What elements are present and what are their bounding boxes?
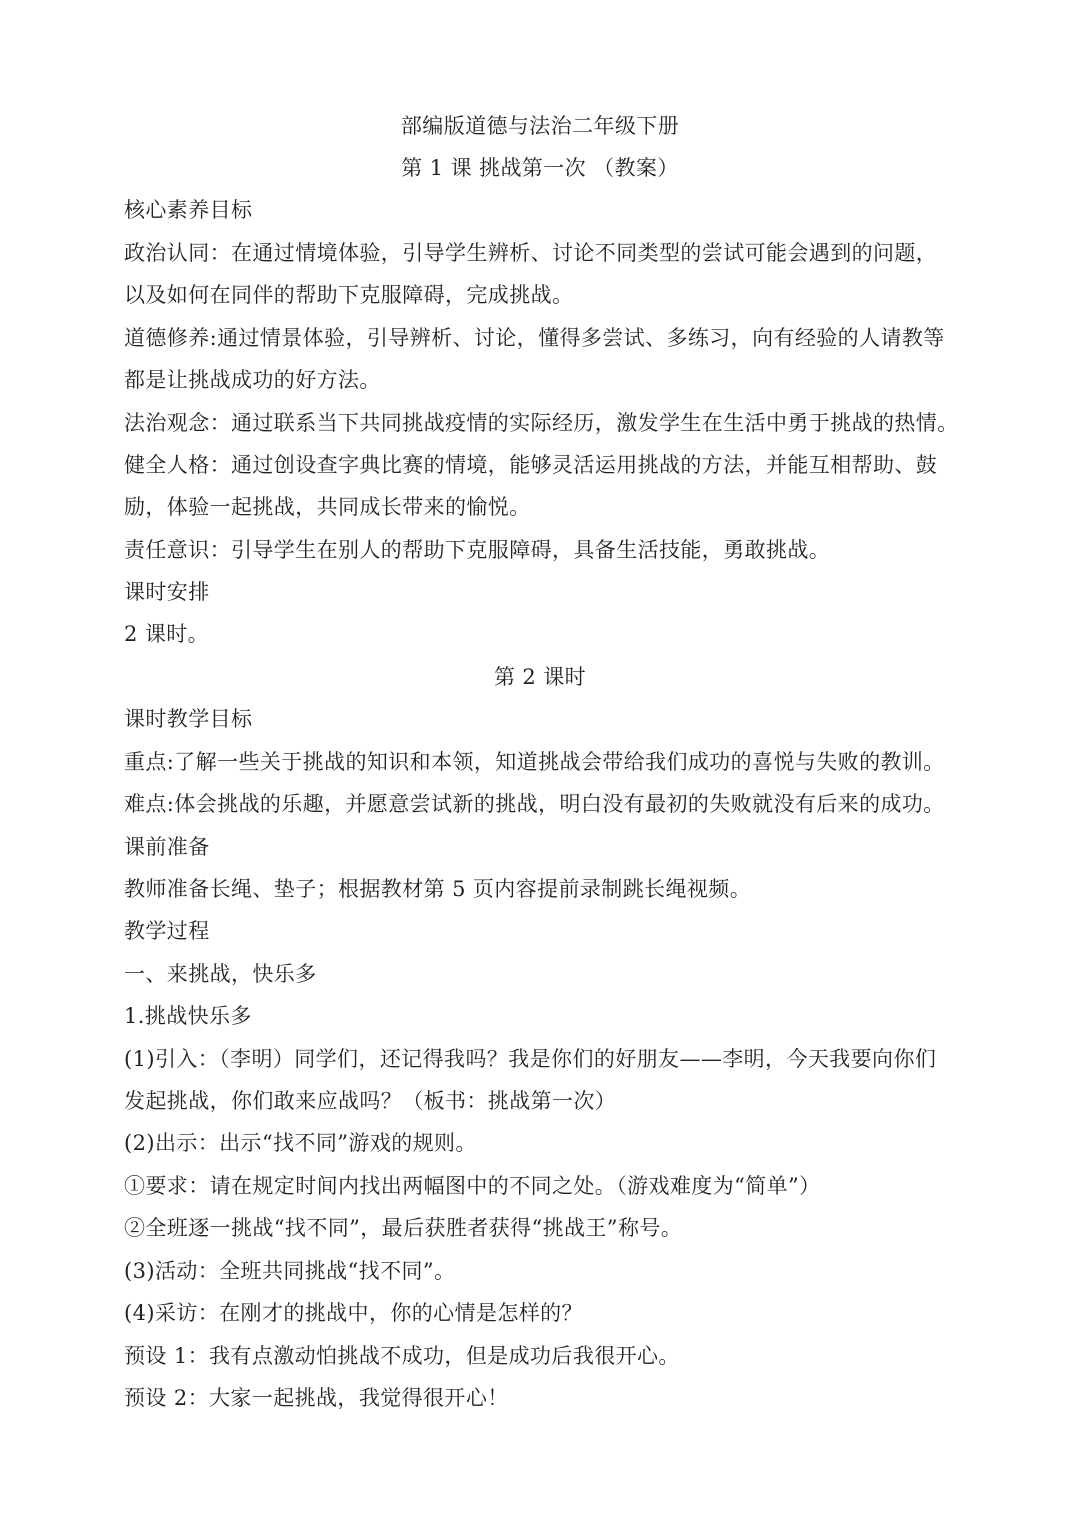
document-title: 部编版道德与法治二年级下册 <box>400 114 680 138</box>
personality-goal-line-1: 健全人格：通过创设查字典比赛的情境，能够灵活运用挑战的方法，并能互相帮助、鼓 <box>124 453 938 477</box>
step-three: (3)活动：全班共同挑战“找不同”。 <box>124 1259 456 1283</box>
lesson-goals-heading: 课时教学目标 <box>124 707 253 731</box>
step-one-line-2: 发起挑战，你们敢来应战吗？（板书：挑战第一次） <box>124 1089 617 1113</box>
preset-two: 预设 2：大家一起挑战，我觉得很开心！ <box>124 1386 509 1410</box>
political-goal-line-2: 以及如何在同伴的帮助下克服障碍，完成挑战。 <box>124 283 574 307</box>
rule-one: ①要求：请在规定时间内找出两幅图中的不同之处。（游戏难度为“简单”） <box>124 1174 821 1198</box>
section-one-heading: 一、来挑战，快乐多 <box>124 962 317 986</box>
step-two: (2)出示：出示“找不同”游戏的规则。 <box>124 1131 477 1155</box>
personality-goal-line-2: 励，体验一起挑战，共同成长带来的愉悦。 <box>124 495 531 519</box>
lesson-heading: 第 2 课时 <box>493 665 587 689</box>
rule-two: ②全班逐一挑战“找不同”，最后获胜者获得“挑战王”称号。 <box>124 1216 683 1240</box>
preparation-heading: 课前准备 <box>124 835 210 859</box>
preset-one: 预设 1：我有点激动怕挑战不成功，但是成功后我很开心。 <box>124 1344 680 1368</box>
document-subtitle: 第 1 课 挑战第一次 （教案） <box>401 156 679 180</box>
preparation-text: 教师准备长绳、垫子；根据教材第 5 页内容提前录制跳长绳视频。 <box>124 877 752 901</box>
process-heading: 教学过程 <box>124 919 210 943</box>
law-goal: 法治观念：通过联系当下共同挑战疫情的实际经历，激发学生在生活中勇于挑战的热情。 <box>124 411 959 435</box>
key-point: 重点:了解一些关于挑战的知识和本领，知道挑战会带给我们成功的喜悦与失败的教训。 <box>124 750 945 774</box>
core-goals-heading: 核心素养目标 <box>124 198 253 222</box>
step-one-line-1: (1)引入：（李明）同学们，还记得我吗？我是你们的好朋友——李明，今天我要向你们 <box>124 1047 937 1071</box>
moral-goal-line-2: 都是让挑战成功的好方法。 <box>124 368 381 392</box>
moral-goal-line-1: 道德修养:通过情景体验，引导辨析、讨论，懂得多尝试、多练习，向有经验的人请教等 <box>124 326 945 350</box>
schedule-heading: 课时安排 <box>124 580 210 604</box>
responsibility-goal: 责任意识：引导学生在别人的帮助下克服障碍，具备生活技能，勇敢挑战。 <box>124 538 831 562</box>
political-goal-line-1: 政治认同：在通过情境体验，引导学生辨析、讨论不同类型的尝试可能会遇到的问题， <box>124 241 938 265</box>
difficult-point: 难点:体会挑战的乐趣，并愿意尝试新的挑战，明白没有最初的失败就没有后来的成功。 <box>124 792 945 816</box>
step-four: (4)采访：在刚才的挑战中，你的心情是怎样的？ <box>124 1301 583 1325</box>
schedule-value: 2 课时。 <box>124 622 210 646</box>
item-one-heading: 1.挑战快乐多 <box>124 1004 252 1028</box>
